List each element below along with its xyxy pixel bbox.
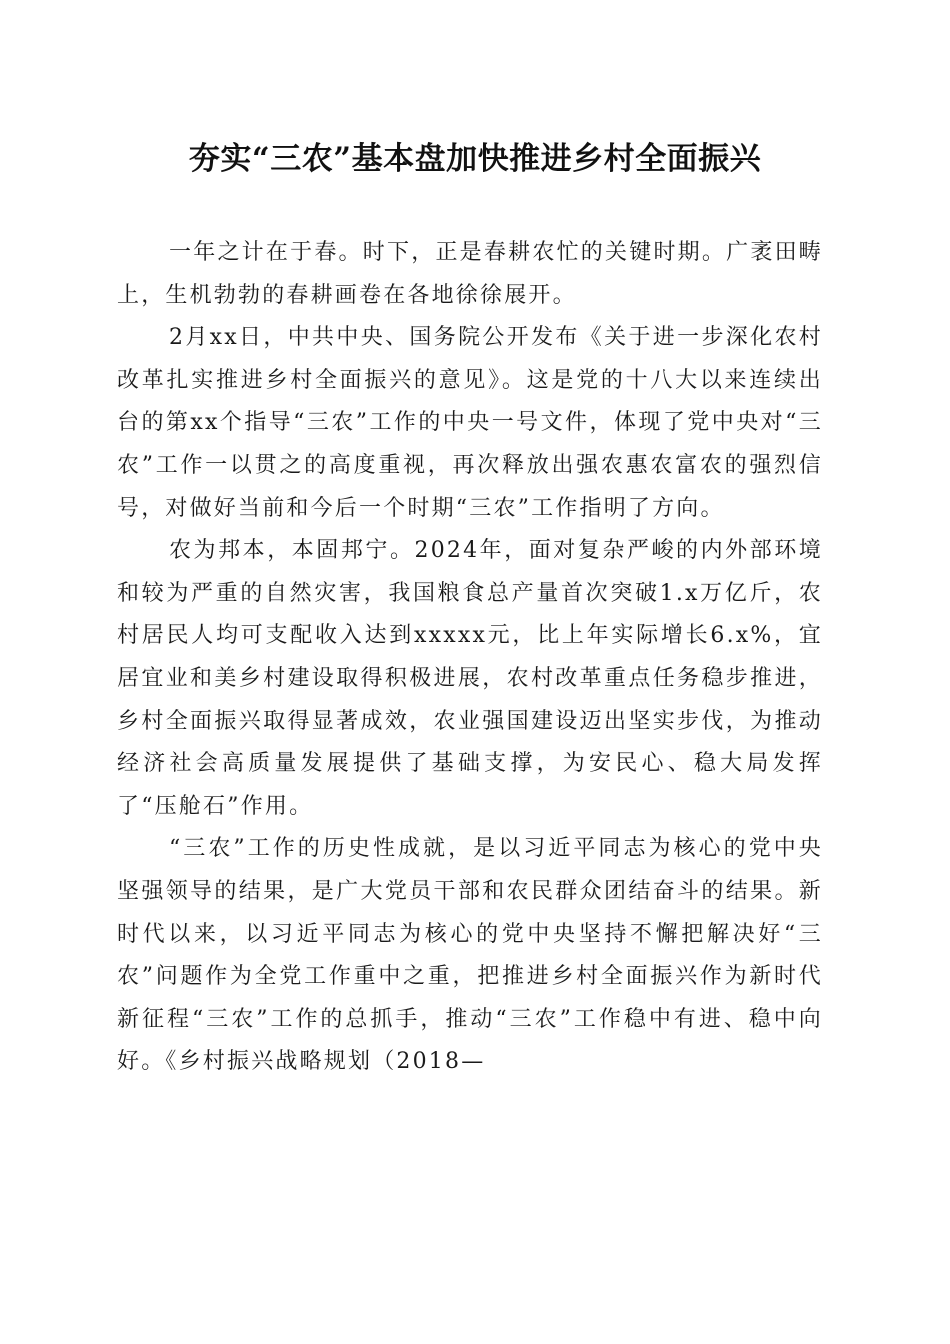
- paragraph-4: “三农”工作的历史性成就，是以习近平同志为核心的党中央坚强领导的结果，是广大党员干部和农民群众团结奋斗的结果。新时代以来，以习近平同志为核心的党中央坚持不懈把解决好“三农”问题作为全党工作重中之重，把推进乡村全面振兴作为新时代新征程“三农”工作的总抓手，推动“三农”工作稳中有进、稳中向好。《乡村振兴战略规划（2018—: [117, 836, 823, 1075]
- paragraph-1: 一年之计在于春。时下，正是春耕农忙的关键时期。广袤田畴上，生机勃勃的春耕画卷在各地徐徐展开。: [117, 240, 823, 308]
- paragraph-3: 农为邦本，本固邦宁。2024年，面对复杂严峻的内外部环境和较为严重的自然灾害，我国粮食总产量首次突破1.x万亿斤，农村居民人均可支配收入达到xxxxx元，比上年实际增长6.x%，宜居宜业和美乡村建设取得积极进展，农村改革重点任务稳步推进，乡村全面振兴取得显著成效，农业强国建设迈出坚实步伐，为推动经济社会高质量发展提供了基础支撑，为安民心、稳大局发挥了“压舱石”作用。: [117, 538, 823, 819]
- document-title: 夯实“三农”基本盘加快推进乡村全面振兴: [188, 141, 762, 177]
- paragraph-2: 2月xx日，中共中央、国务院公开发布《关于进一步深化农村改革扎实推进乡村全面振兴的意见》。这是党的十八大以来连续出台的第xx个指导“三农”工作的中央一号文件，体现了党中央对“三农”工作一以贯之的高度重视，再次释放出强农惠农富农的强烈信号，对做好当前和今后一个时期“三农”工作指明了方向。: [117, 325, 823, 521]
- document-body: [117, 232, 823, 1084]
